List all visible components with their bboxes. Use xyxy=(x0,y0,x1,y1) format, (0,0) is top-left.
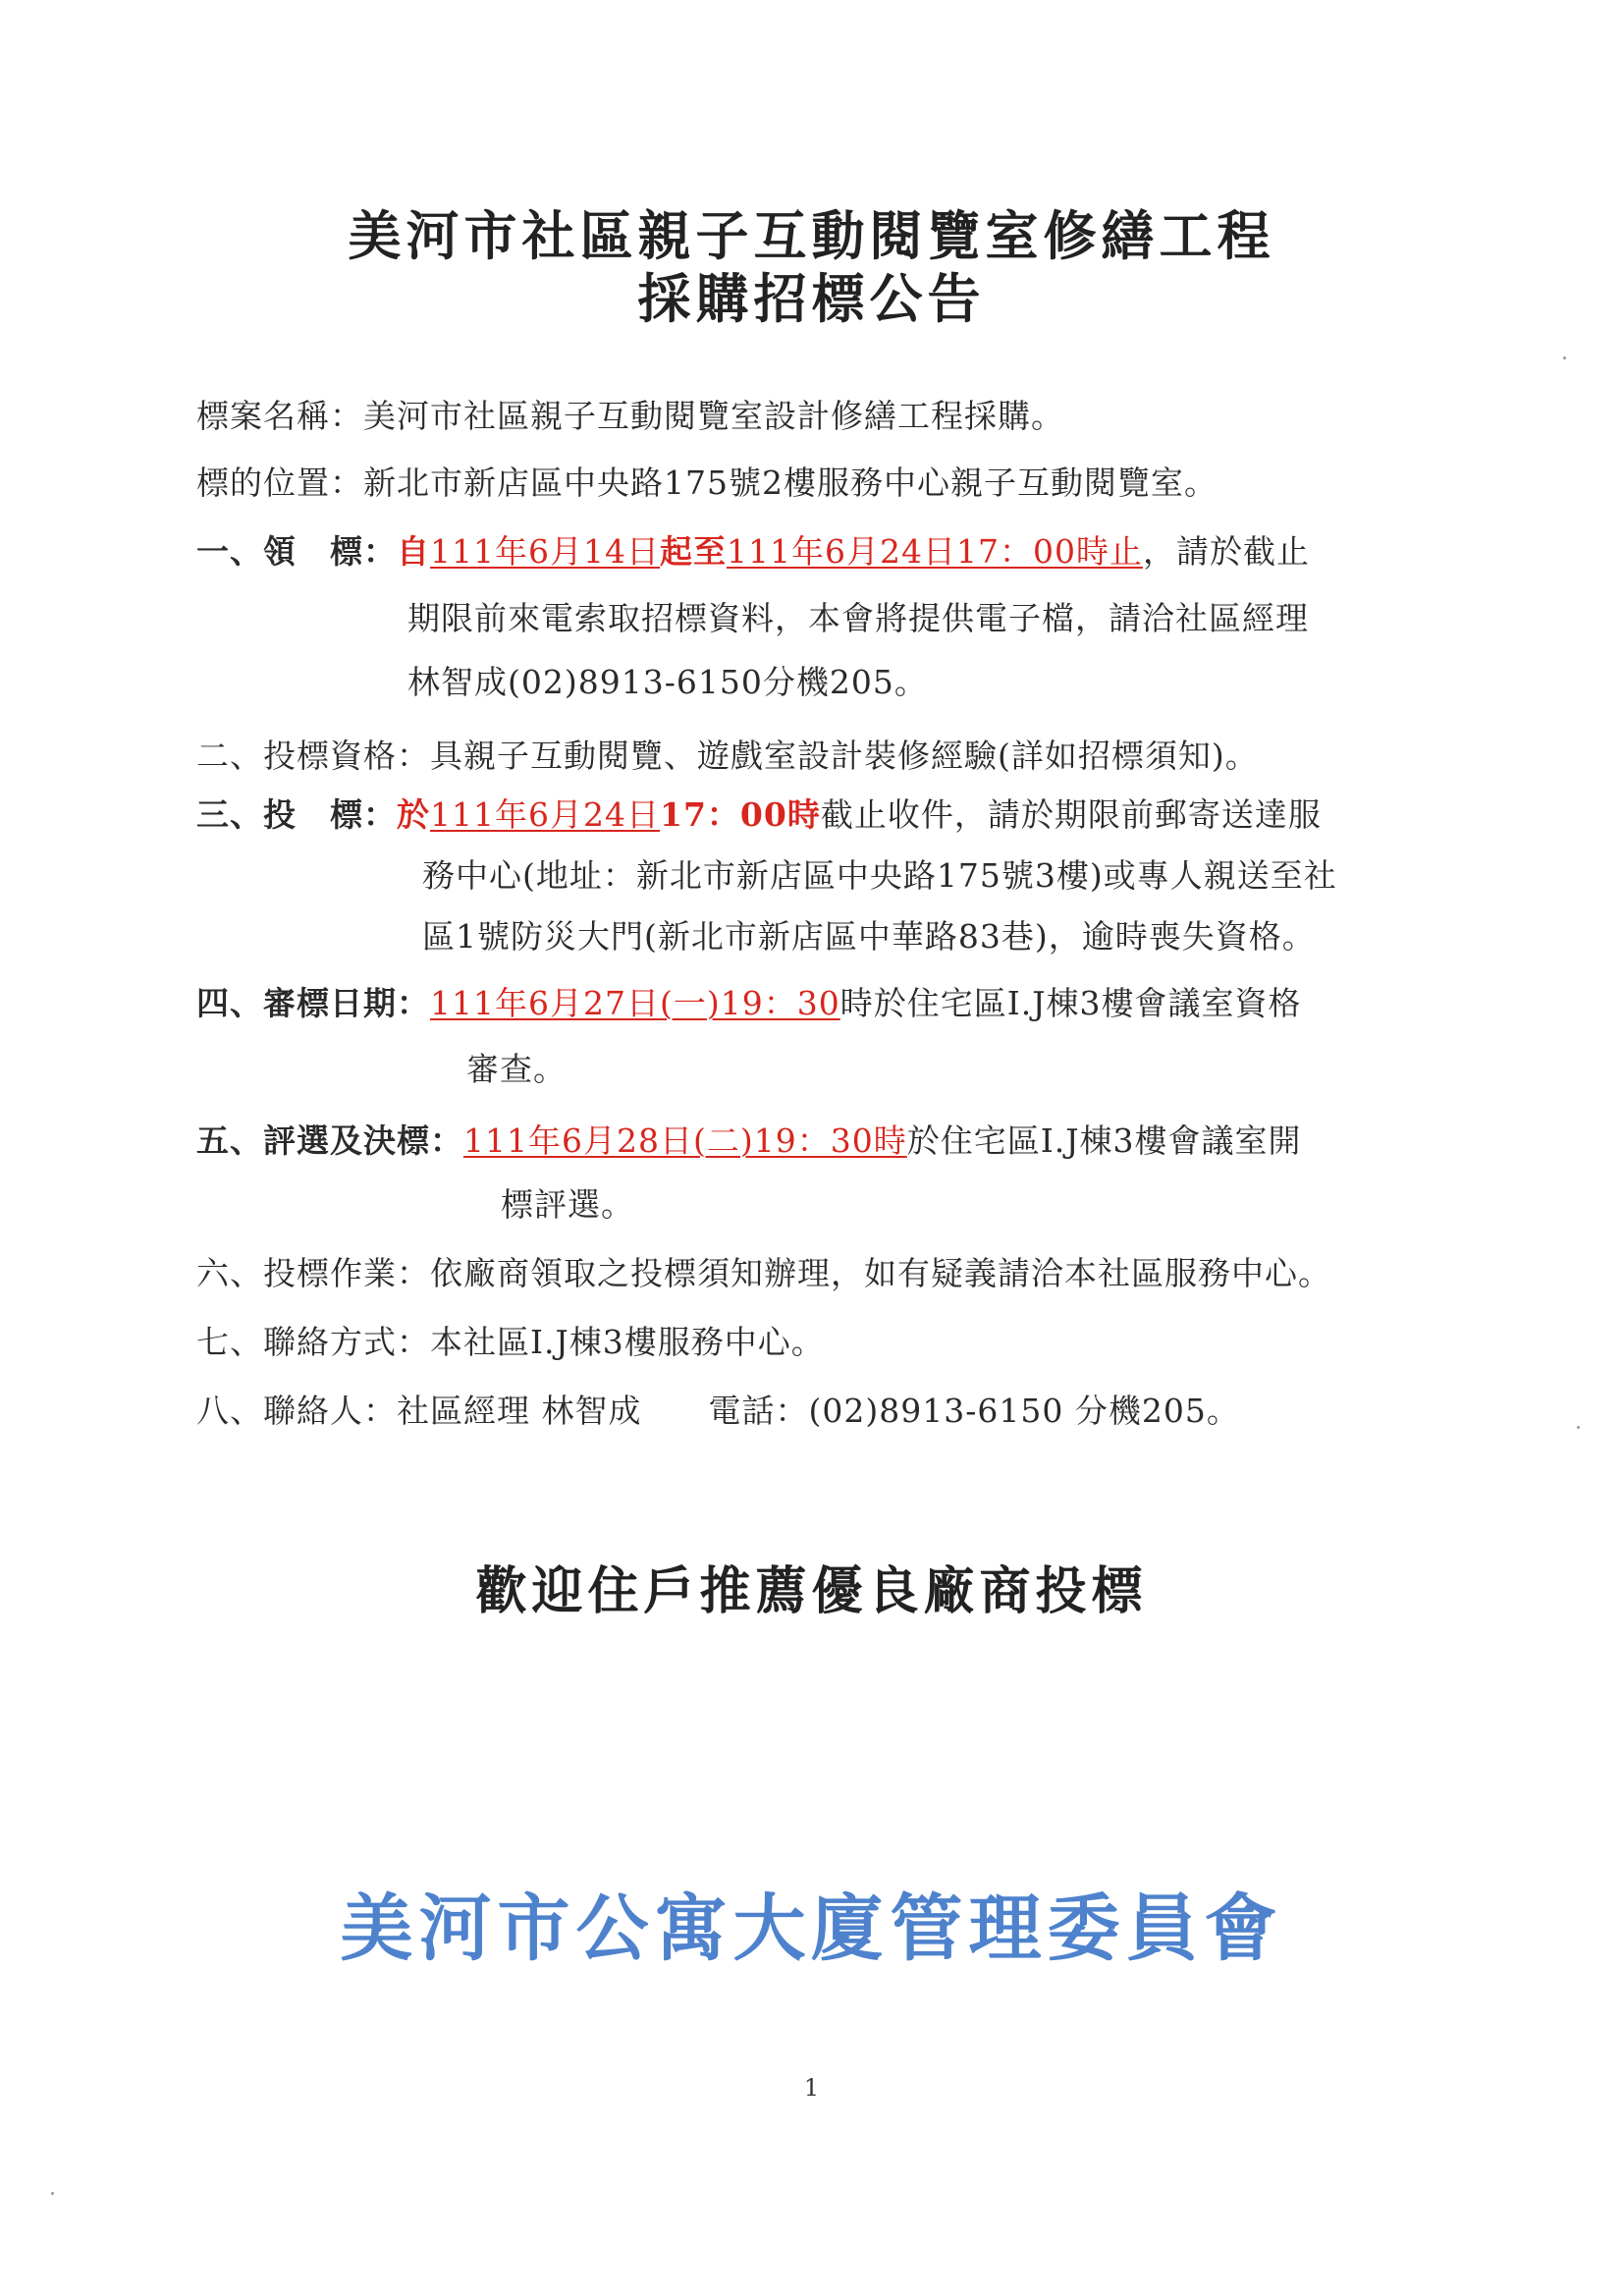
item1-line xyxy=(196,530,1310,574)
item1-red-mid: 起至 xyxy=(659,532,727,571)
item3-line3: 區1號防災大門(新北市新店區中華路83巷)，逾時喪失資格。 xyxy=(422,917,1316,956)
case-name-line: 標案名稱：美河市社區親子互動閱覽室設計修繕工程採購。 xyxy=(196,397,1064,435)
item5-tail: 於住宅區I.J棟3樓會議室開 xyxy=(906,1121,1302,1160)
item8-line: 八、聯絡人：社區經理 林智成 電話：(02)8913-6150 分機205。 xyxy=(196,1392,1240,1430)
item4-line2: 審查。 xyxy=(466,1050,567,1088)
item5-heading: 五、評選及決標： xyxy=(196,1121,463,1160)
item1-date-end: 111年6月24日17：00時止 xyxy=(726,532,1143,571)
welcome-slogan: 歡迎住戶推薦優良廠商投標 xyxy=(475,1561,1148,1621)
scan-speck xyxy=(51,2192,54,2195)
item3-line2: 務中心(地址：新北市新店區中央路175號3樓)或專人親送至社 xyxy=(422,856,1337,895)
item1-red-prefix: 自 xyxy=(397,532,430,571)
item7-line: 七、聯絡方式：本社區I.J棟3樓服務中心。 xyxy=(196,1323,825,1361)
scan-speck xyxy=(1577,1426,1580,1429)
item4-line xyxy=(196,982,1301,1025)
item5-line2: 標評選。 xyxy=(501,1185,634,1224)
item6-line: 六、投標作業：依廠商領取之投標須知辦理，如有疑義請洽本社區服務中心。 xyxy=(196,1254,1331,1292)
item4-heading: 四、審標日期： xyxy=(196,984,430,1022)
item4-date: 111年6月27日(一)19：30 xyxy=(430,984,840,1022)
item1-heading: 一、領 標： xyxy=(196,532,397,571)
item3-heading: 三、投 標： xyxy=(196,795,397,834)
item3-tail: 截止收件，請於期限前郵寄送達服 xyxy=(820,795,1322,834)
item1-tail: ，請於截止 xyxy=(1142,532,1310,571)
committee-stamp: 美河市公寓大廈管理委員會 xyxy=(340,1886,1283,1971)
location-line: 標的位置：新北市新店區中央路175號2樓服務中心親子互動閱覽室。 xyxy=(196,464,1217,502)
item5-line xyxy=(196,1120,1301,1163)
item1-line2: 期限前來電索取招標資料，本會將提供電子檔，請洽社區經理 xyxy=(407,599,1309,637)
item3-time: 17：00時 xyxy=(659,795,821,834)
item2-line: 二、投標資格：具親子互動閱覽、遊戲室設計裝修經驗(詳如招標須知)。 xyxy=(196,737,1259,775)
item1-date-start: 111年6月14日 xyxy=(430,532,660,571)
item1-line3: 林智成(02)8913-6150分機205。 xyxy=(407,663,928,701)
document-title-line1: 美河市社區親子互動閱覽室修繕工程 xyxy=(348,204,1275,267)
scan-speck xyxy=(1563,356,1566,359)
item3-date: 111年6月24日 xyxy=(430,795,660,834)
item3-line xyxy=(196,793,1322,837)
item4-tail: 時於住宅區I.J棟3樓會議室資格 xyxy=(839,984,1302,1022)
item3-red-prefix: 於 xyxy=(397,795,430,834)
page-number: 1 xyxy=(803,2074,820,2102)
item5-date: 111年6月28日(二)19：30時 xyxy=(463,1121,907,1160)
document-title-line2: 採購招標公告 xyxy=(637,267,986,330)
